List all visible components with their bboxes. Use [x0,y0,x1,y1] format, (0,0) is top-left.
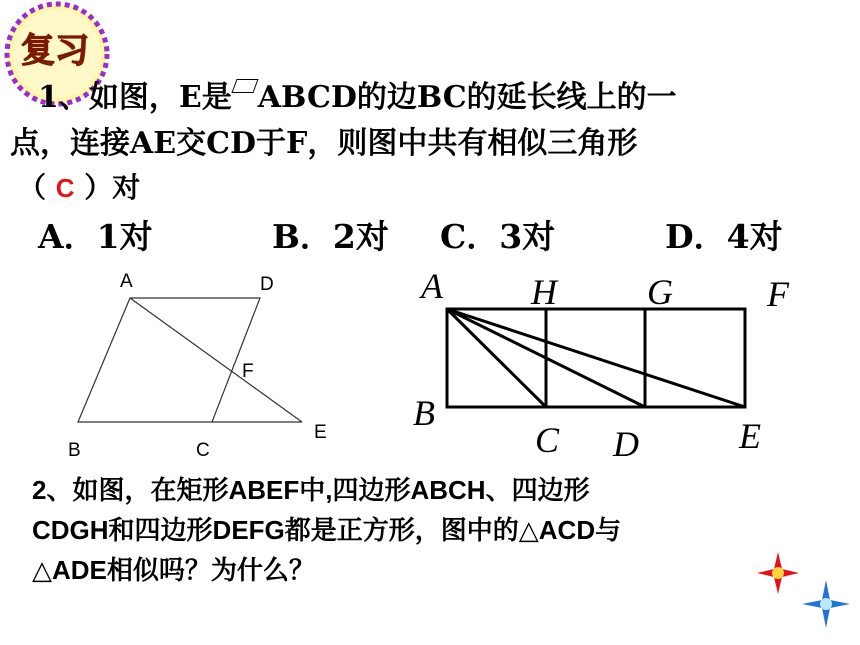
q1-line3 [18,166,140,210]
label-f: F [242,361,254,382]
figure1-parallelogram [60,262,350,467]
label-d: D [260,274,274,295]
q2-line3: △ADE相似吗？为什么？ [32,555,315,585]
q1-line1 [38,76,677,120]
label-a: A [421,266,443,306]
blue-star-icon [800,578,852,630]
q2-line2: CDGH和四边形DEFG都是正方形，图中的△ACD与 [32,515,622,545]
paren-open: （ [18,171,47,204]
red-star-icon [755,550,801,596]
q2-line1: 2、如图，在矩形ABEF中,四边形ABCH、四边形 [32,475,590,505]
label-g: G [647,272,673,312]
option-a[interactable]: A．1对 [38,217,153,256]
label-c: C [196,440,210,461]
parallelogram-icon [231,79,258,93]
label-d: D [613,424,639,464]
label-a: A [120,271,133,292]
label-f: F [767,274,789,314]
label-e: E [314,422,327,443]
paren-close: ）对 [84,171,141,204]
label-h: H [531,272,557,312]
segment-ae [130,298,302,422]
q1-line1-prefix: 1、如图，E是 [38,80,232,115]
q1-line2: 点，连接AE交CD于F，则图中共有相似三角形 [10,126,638,161]
label-b: B [68,440,81,461]
label-c: C [535,420,560,460]
parallelogram-abcd [78,298,260,422]
option-d[interactable]: D．4对 [665,217,783,256]
option-b[interactable]: B．2对 [272,217,389,256]
review-badge-label: 复习 [21,31,89,71]
label-b: B [413,393,435,433]
option-c[interactable]: C．3对 [440,217,556,256]
q1-line1-suffix: ABCD的边BC的延长线上的一 [257,80,677,115]
q1-answer: C [55,173,75,203]
figure2-rectangle [405,262,815,472]
label-e: E [739,416,761,456]
segment-ae [447,309,745,407]
